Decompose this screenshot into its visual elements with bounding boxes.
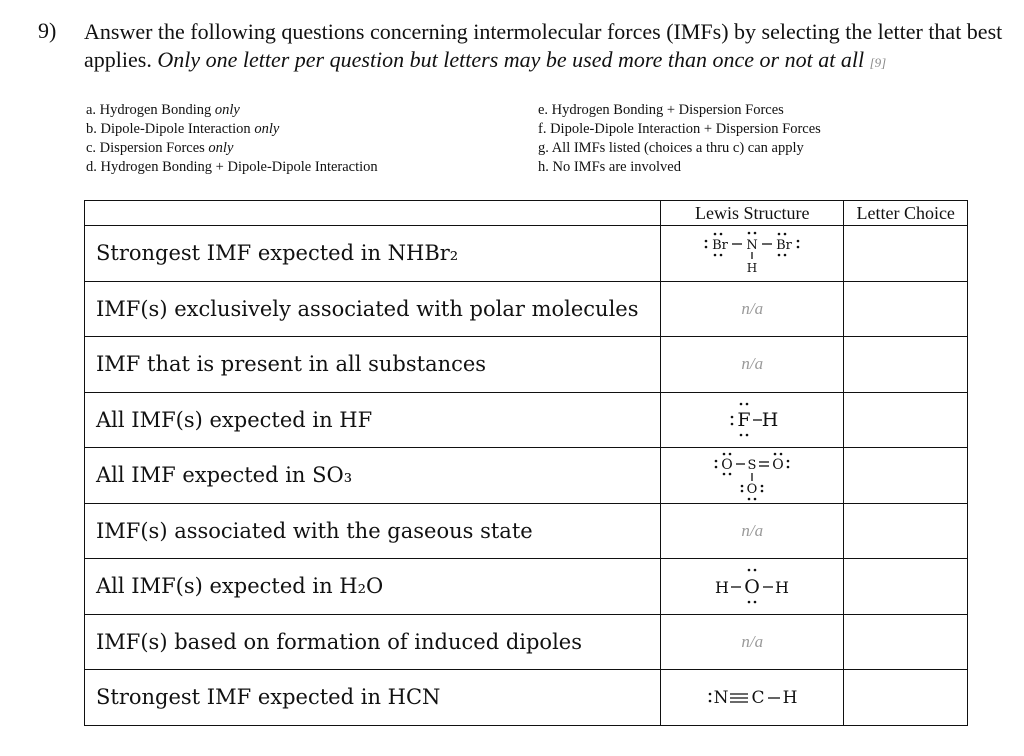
answer-option (538, 101, 821, 120)
letter-choice-cell[interactable] (844, 448, 968, 504)
table-row (85, 392, 968, 448)
answer-option-text: e. Hydrogen Bonding + Dispersion Forces (538, 102, 784, 118)
answer-option-text: b. Dipole-Dipole Interaction (86, 121, 255, 137)
header-letter-choice: Letter Choice (844, 201, 968, 226)
lewis-not-applicable: n/a (741, 631, 764, 651)
lewis-structure-nhbr2 (702, 238, 802, 276)
row-prompt: All IMF(s) expected in H₂O (85, 559, 661, 615)
answer-option-text: d. Hydrogen Bonding + Dipole-Dipole Interaction (86, 159, 378, 175)
letter-choice-cell[interactable] (844, 670, 968, 726)
lewis-atom-label: H (782, 688, 798, 709)
letter-choice-cell[interactable] (844, 559, 968, 615)
lewis-atom-label: O (744, 576, 761, 599)
row-lewis-cell (661, 670, 844, 726)
row-lewis-cell (661, 337, 844, 393)
header-prompt (85, 201, 661, 226)
lewis-atom-label: O (721, 457, 733, 474)
lewis-atom-label: F (737, 408, 751, 431)
lewis-atom-label: C (751, 688, 765, 709)
lewis-atom-label: Br (712, 238, 729, 254)
row-lewis-cell (661, 614, 844, 670)
answer-options-right (538, 101, 821, 177)
letter-choice-cell[interactable] (844, 281, 968, 337)
answer-option (538, 120, 821, 139)
answer-option-text: h. No IMFs are involved (538, 159, 681, 175)
letter-choice-cell[interactable] (844, 392, 968, 448)
header-lewis-structure: Lewis Structure (661, 201, 844, 226)
lewis-not-applicable: n/a (741, 298, 764, 318)
row-prompt: IMF(s) associated with the gaseous state (85, 503, 661, 559)
answer-option (538, 139, 821, 158)
row-lewis-cell (661, 503, 844, 559)
row-lewis-cell (661, 281, 844, 337)
row-prompt: Strongest IMF expected in HCN (85, 670, 661, 726)
row-lewis-cell (661, 559, 844, 615)
lewis-atom-label: H (761, 408, 779, 431)
answer-option (86, 101, 378, 120)
lewis-atom-label: H (715, 578, 730, 598)
answer-option-emphasis: only (208, 140, 234, 156)
table-row (85, 226, 968, 282)
imf-table (84, 200, 968, 726)
answer-option (538, 158, 821, 177)
table-row (85, 559, 968, 615)
answer-option (86, 120, 378, 139)
lewis-atom-label: N (713, 688, 729, 709)
lewis-atom-label: O (772, 457, 784, 474)
row-lewis-cell (661, 392, 844, 448)
row-lewis-cell (661, 226, 844, 282)
row-prompt: IMF(s) exclusively associated with polar molecules (85, 281, 661, 337)
table-header-row (85, 201, 968, 226)
lewis-not-applicable: n/a (741, 520, 764, 540)
answer-option (86, 158, 378, 177)
lewis-atom-label: Br (776, 238, 793, 254)
answer-option-text: c. Dispersion Forces (86, 140, 209, 156)
letter-choice-cell[interactable] (844, 226, 968, 282)
table-row (85, 503, 968, 559)
lewis-structure-hf (722, 408, 782, 431)
table-row (85, 614, 968, 670)
table-row (85, 281, 968, 337)
row-prompt: All IMF expected in SO₃ (85, 448, 661, 504)
lewis-atom-label: O (746, 482, 758, 498)
table-row (85, 337, 968, 393)
answer-option-text: f. Dipole-Dipole Interaction + Dispersion Forces (538, 121, 821, 137)
row-prompt: All IMF(s) expected in HF (85, 392, 661, 448)
lewis-structure-h2o (712, 576, 792, 599)
answer-option-emphasis: only (254, 121, 280, 137)
answer-option (86, 139, 378, 158)
answer-options-left (86, 101, 378, 177)
answer-option-emphasis: only (214, 102, 240, 118)
letter-choice-cell[interactable] (844, 614, 968, 670)
table-row (85, 670, 968, 726)
letter-choice-cell[interactable] (844, 503, 968, 559)
lewis-atom-label: N (746, 238, 758, 254)
lewis-atom-label: S (747, 458, 757, 474)
row-lewis-cell (661, 448, 844, 504)
answer-option-text: g. All IMFs listed (choices a thru c) can apply (538, 140, 804, 156)
row-prompt: IMF that is present in all substances (85, 337, 661, 393)
lewis-not-applicable: n/a (741, 354, 764, 374)
answer-option-text: a. Hydrogen Bonding (86, 102, 215, 118)
lewis-atom-label: H (775, 578, 790, 598)
lewis-atom-label: H (747, 261, 758, 276)
letter-choice-cell[interactable] (844, 337, 968, 393)
question-number: 9) (38, 18, 57, 43)
lewis-structure-hcn (706, 688, 798, 709)
question-intro: Answer the following questions concerning intermolecular forces (IMFs) by selecting the letter that best applies. (84, 19, 1003, 72)
lewis-structure-so3 (712, 457, 792, 498)
row-prompt: Strongest IMF expected in NHBr₂ (85, 226, 661, 282)
table-row (85, 448, 968, 504)
question-text (84, 18, 1004, 77)
question-instruction: Only one letter per question but letters may be used more than once or not at all (157, 47, 865, 72)
question-points: [9] (869, 55, 887, 70)
row-prompt: IMF(s) based on formation of induced dipoles (85, 614, 661, 670)
